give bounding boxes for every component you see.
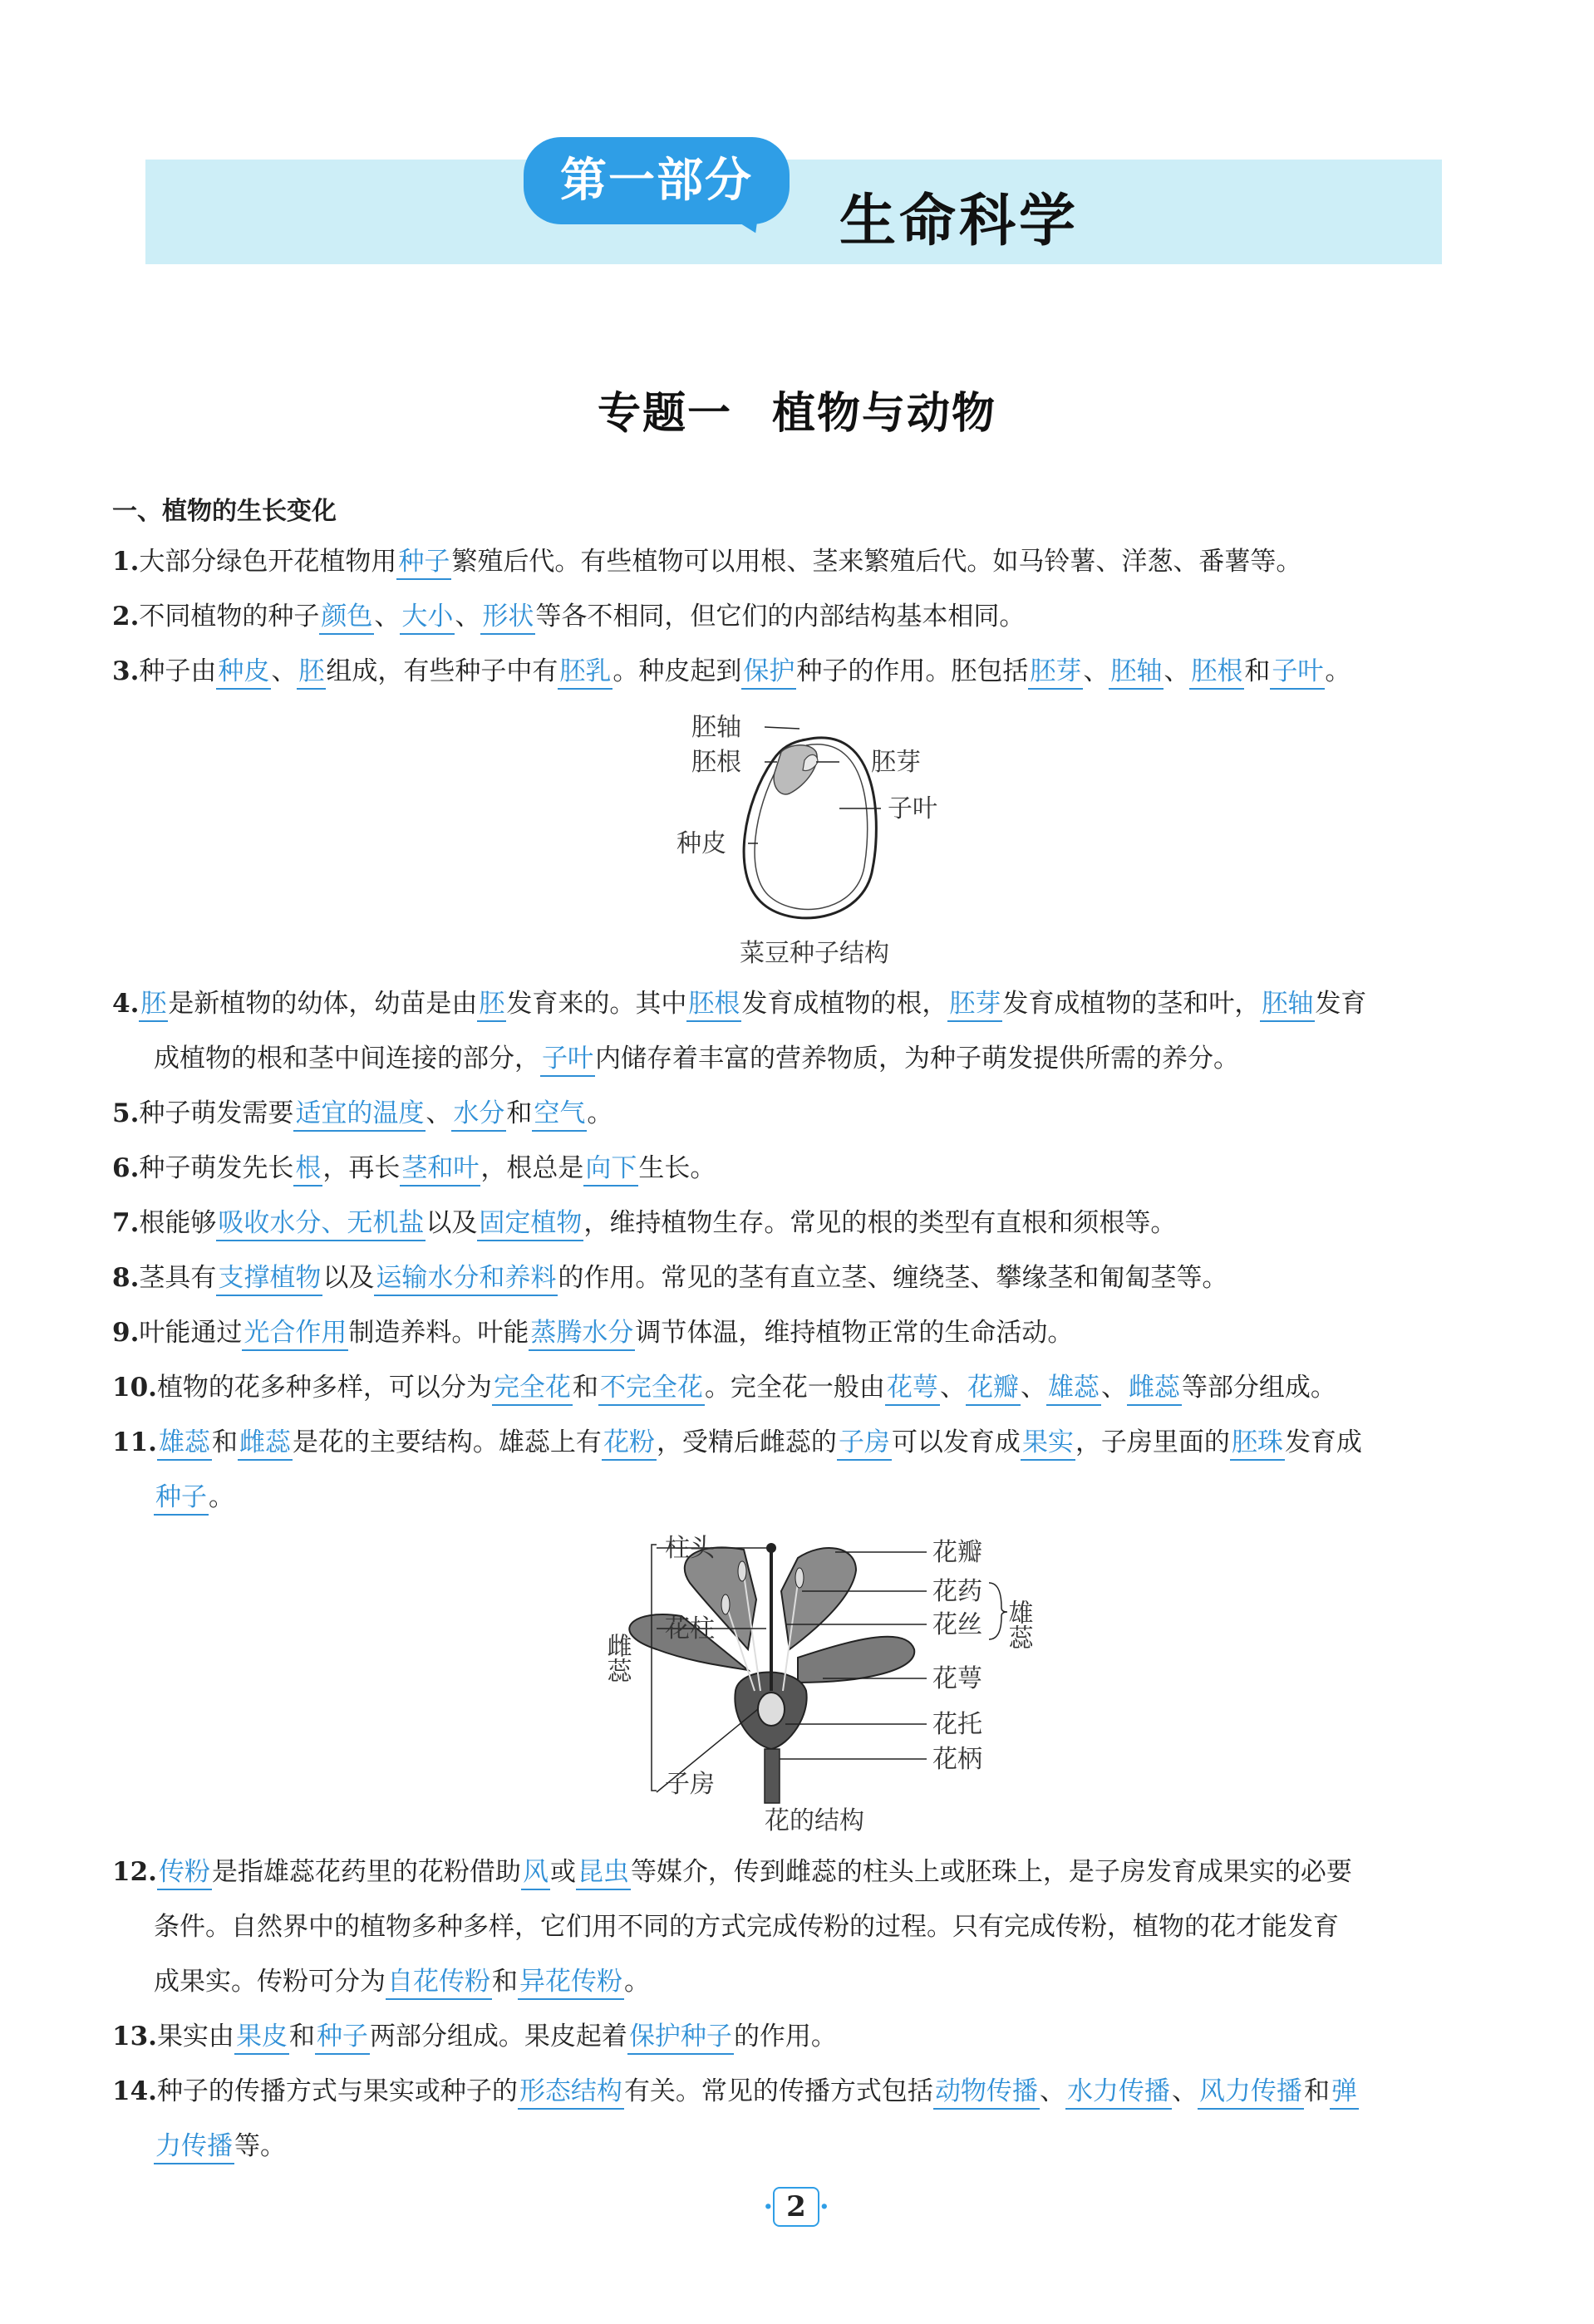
answer-fill: 胚根 bbox=[1189, 655, 1244, 690]
text-run: 等部分组成。 bbox=[1181, 1373, 1336, 1403]
answer-fill: 蒸腾水分 bbox=[529, 1316, 635, 1351]
answer-fill: 胚 bbox=[139, 987, 168, 1022]
text-run: 。种皮起到 bbox=[613, 656, 742, 686]
text-run: 、 bbox=[455, 602, 481, 631]
answer-fill: 支撑植物 bbox=[216, 1261, 322, 1296]
item-3: 3.种子由种皮、胚组成，有些种子中有胚乳。种皮起到保护种子的作用。胚包括胚芽、胚轴、胚根和子叶。 bbox=[112, 644, 1483, 699]
answer-fill: 风 bbox=[521, 1855, 550, 1890]
item-7: 7.根能够吸收水分、无机盐以及固定植物，维持植物生存。常见的根的类型有直根和须根等。 bbox=[112, 1196, 1483, 1250]
answer-fill: 胚乳 bbox=[558, 655, 613, 690]
text-run: 或 bbox=[549, 1857, 576, 1887]
answer-fill: 雄蕊 bbox=[1046, 1371, 1101, 1406]
text-run: 和 bbox=[506, 1098, 533, 1128]
answer-fill: 胚芽 bbox=[947, 987, 1002, 1022]
answer-fill: 花粉 bbox=[602, 1426, 657, 1461]
item-12: 12.传粉是指雄蕊花药里的花粉借助风或昆虫等媒介，传到雌蕊的柱头上或胚珠上，是子房发育成果实的必要 bbox=[112, 1845, 1483, 1899]
answer-fill: 果实 bbox=[1021, 1426, 1075, 1461]
page-number-value: 2 bbox=[773, 2187, 819, 2227]
seed-label-root: 胚根 bbox=[691, 748, 741, 777]
answer-fill: 颜色 bbox=[319, 600, 374, 635]
text-run: 组成，有些种子中有 bbox=[326, 656, 558, 686]
text-run: 大部分绿色开花植物用 bbox=[139, 547, 397, 577]
answer-fill: 花萼 bbox=[885, 1371, 940, 1406]
text-run: 成植物的根和茎中间连接的部分， bbox=[154, 1044, 540, 1074]
part-title: 生命科学 bbox=[839, 189, 1080, 254]
flower-petal-lower-right bbox=[798, 1637, 914, 1683]
text-run: 、 bbox=[426, 1098, 452, 1128]
answer-fill: 胚珠 bbox=[1230, 1426, 1285, 1461]
flower-ovule bbox=[758, 1693, 785, 1726]
flower-label-style: 花柱 bbox=[665, 1614, 715, 1644]
item-4-continued bbox=[154, 1031, 1239, 1086]
text-run: 。 bbox=[1325, 656, 1351, 686]
text-run: 两部分组成。果皮起着 bbox=[369, 2022, 627, 2051]
text-run: 、 bbox=[1164, 656, 1190, 686]
answer-fill: 不完全花 bbox=[598, 1371, 705, 1406]
text-run: 和 bbox=[288, 2022, 315, 2051]
answer-fill: 水力传播 bbox=[1065, 2075, 1172, 2110]
text-run: 、 bbox=[939, 1373, 966, 1403]
text-run: 不同植物的种子 bbox=[139, 602, 320, 631]
answer-fill: 子房 bbox=[837, 1426, 892, 1461]
answer-fill: 固定植物 bbox=[477, 1206, 583, 1241]
text-run: 有关。常见的传播方式包括 bbox=[623, 2076, 933, 2106]
answer-fill: 适宜的温度 bbox=[293, 1097, 426, 1132]
text-run: ，受精后雌蕊的 bbox=[656, 1427, 837, 1457]
item-14: 14.种子的传播方式与果实或种子的形态结构有关。常见的传播方式包括动物传播、水力传播、风力传播和弹 bbox=[112, 2064, 1483, 2119]
seed-label-cotyledon: 子叶 bbox=[888, 794, 937, 823]
answer-fill: 完全花 bbox=[492, 1371, 573, 1406]
answer-fill: 雄蕊 bbox=[157, 1426, 212, 1461]
item-4: 4.胚是新植物的幼体，幼苗是由胚发育来的。其中胚根发育成植物的根，胚芽发育成植物的茎和叶，胚轴发育 bbox=[112, 976, 1483, 1031]
answer-fill: 根 bbox=[293, 1152, 322, 1187]
text-run: 种子萌发需要 bbox=[139, 1098, 294, 1128]
answer-fill: 弹 bbox=[1330, 2075, 1359, 2110]
text-run: ，子房里面的 bbox=[1075, 1427, 1230, 1457]
answer-fill: 风力传播 bbox=[1198, 2075, 1304, 2110]
text-run: 是新植物的幼体，幼苗是由 bbox=[168, 989, 478, 1019]
text-run: 调节体温，维持植物正常的生命活动。 bbox=[635, 1318, 1074, 1348]
item-12-continued bbox=[154, 1899, 1339, 1954]
flower-pedicel bbox=[765, 1749, 780, 1803]
item-11: 11.雄蕊和雌蕊是花的主要结构。雄蕊上有花粉，受精后雌蕊的子房可以发育成果实，子房里面的胚珠发育成 bbox=[112, 1415, 1483, 1470]
text-run: 条件。自然界中的植物多种多样，它们用不同的方式完成传粉的过程。只有完成传粉，植物的花才能发育 bbox=[154, 1912, 1339, 1942]
text-run: 、 bbox=[1100, 1373, 1127, 1403]
answer-fill: 动物传播 bbox=[933, 2075, 1040, 2110]
answer-fill: 种子 bbox=[396, 545, 451, 580]
text-run: 制造养料。叶能 bbox=[348, 1318, 529, 1348]
flower-label-stigma: 柱头 bbox=[665, 1534, 715, 1563]
text-run: 茎具有 bbox=[139, 1263, 217, 1293]
item-2: 2.不同植物的种子颜色、大小、形状等各不相同，但它们的内部结构基本相同。 bbox=[112, 589, 1483, 644]
item-9: 9.叶能通过光合作用制造养料。叶能蒸腾水分调节体温，维持植物正常的生命活动。 bbox=[112, 1305, 1483, 1360]
answer-fill: 向下 bbox=[583, 1152, 638, 1187]
item-14-continued bbox=[154, 2119, 286, 2174]
answer-fill: 大小 bbox=[400, 600, 455, 635]
seed-label-bud: 胚芽 bbox=[871, 748, 921, 777]
item-8: 8.茎具有支撑植物以及运输水分和养料的作用。常见的茎有直立茎、缠绕茎、攀缘茎和匍匐茎等。 bbox=[112, 1250, 1483, 1305]
flower-label-anther: 花药 bbox=[932, 1577, 982, 1606]
answer-fill: 吸收水分、无机盐 bbox=[216, 1206, 426, 1241]
text-run: 、 bbox=[271, 656, 298, 686]
answer-fill: 形态结构 bbox=[518, 2075, 624, 2110]
answer-fill: 胚 bbox=[297, 655, 326, 690]
answer-fill: 胚根 bbox=[686, 987, 741, 1022]
answer-fill: 胚轴 bbox=[1260, 987, 1315, 1022]
item-6: 6.种子萌发先长根，再长茎和叶，根总是向下生长。 bbox=[112, 1141, 1483, 1196]
text-run: 和 bbox=[1244, 656, 1271, 686]
answer-fill: 运输水分和养料 bbox=[374, 1261, 558, 1296]
flower-label-ovary: 子房 bbox=[665, 1770, 715, 1799]
text-run: 发育成 bbox=[1284, 1427, 1362, 1457]
text-run: 发育成植物的茎和叶， bbox=[1002, 989, 1261, 1019]
answer-fill: 形状 bbox=[480, 600, 535, 635]
answer-fill: 子叶 bbox=[1270, 655, 1325, 690]
answer-fill: 昆虫 bbox=[576, 1855, 631, 1890]
flower-label-filament: 花丝 bbox=[932, 1610, 982, 1639]
text-run: 生长。 bbox=[638, 1153, 716, 1183]
text-run: ，根总是 bbox=[480, 1153, 584, 1183]
text-run: 、 bbox=[374, 602, 401, 631]
text-run: 繁殖后代。有些植物可以用根、茎来繁殖后代。如马铃薯、洋葱、番薯等。 bbox=[451, 547, 1302, 577]
answer-fill: 种皮 bbox=[216, 655, 271, 690]
answer-fill: 自花传粉 bbox=[386, 1965, 492, 2000]
text-run: 、 bbox=[1083, 656, 1109, 686]
text-run: 等。 bbox=[234, 2131, 286, 2161]
text-run: 是花的主要结构。雄蕊上有 bbox=[292, 1427, 602, 1457]
item-1: 1.大部分绿色开花植物用种子繁殖后代。有些植物可以用根、茎来繁殖后代。如马铃薯、洋葱、番薯等。 bbox=[112, 534, 1483, 589]
text-run: 。 bbox=[624, 1967, 650, 1997]
text-run: 种子的作用。胚包括 bbox=[796, 656, 1029, 686]
text-run: 发育 bbox=[1315, 989, 1367, 1019]
text-run: 。 bbox=[587, 1098, 613, 1128]
flower-diagram bbox=[549, 1525, 1097, 1807]
answer-fill: 水分 bbox=[451, 1097, 506, 1132]
item-13: 13.果实由果皮和种子两部分组成。果皮起着保护种子的作用。 bbox=[112, 2009, 1483, 2064]
seed-diagram bbox=[665, 702, 981, 943]
part-banner bbox=[145, 160, 1442, 264]
answer-fill: 光合作用 bbox=[242, 1316, 348, 1351]
answer-fill: 种子 bbox=[154, 1481, 209, 1516]
text-run: 和 bbox=[572, 1373, 598, 1403]
item-12-continued-2 bbox=[154, 1954, 650, 2009]
topic-title bbox=[0, 378, 1594, 440]
text-run: 、 bbox=[1039, 2076, 1065, 2106]
text-run: 、 bbox=[1171, 2076, 1198, 2106]
seed-label-coat: 种皮 bbox=[676, 829, 726, 858]
text-run: 发育成植物的根， bbox=[741, 989, 948, 1019]
flower-label-pistil: 雌蕊 bbox=[602, 1633, 632, 1683]
text-run: 和 bbox=[492, 1967, 518, 1997]
flower-label-petal: 花瓣 bbox=[932, 1538, 982, 1567]
text-run: 。完全花一般由 bbox=[704, 1373, 885, 1403]
text-run: 等媒介，传到雌蕊的柱头上或胚珠上，是子房发育成果实的必要 bbox=[630, 1857, 1352, 1887]
text-run: 。 bbox=[209, 1482, 234, 1512]
item-10: 10.植物的花多种多样，可以分为完全花和不完全花。完全花一般由花萼、花瓣、雄蕊、雌蕊等部分组成。 bbox=[112, 1360, 1483, 1415]
text-run: 以及 bbox=[322, 1263, 375, 1293]
answer-fill: 传粉 bbox=[157, 1855, 212, 1890]
text-run: 根能够 bbox=[139, 1208, 217, 1238]
item-5: 5.种子萌发需要适宜的温度、水分和空气。 bbox=[112, 1086, 1483, 1141]
topic-number: 专题一 bbox=[597, 388, 732, 439]
answer-fill: 胚芽 bbox=[1028, 655, 1083, 690]
flower-caption: 花的结构 bbox=[765, 1806, 864, 1835]
flower-label-stamen: 雄蕊 bbox=[1003, 1599, 1033, 1649]
text-run: 内储存着丰富的营养物质，为种子萌发提供所需的养分。 bbox=[595, 1044, 1239, 1074]
answer-fill: 花瓣 bbox=[966, 1371, 1021, 1406]
text-run: 可以发育成 bbox=[891, 1427, 1021, 1457]
answer-fill: 子叶 bbox=[540, 1042, 595, 1077]
text-run: 的作用。常见的茎有直立茎、缠绕茎、攀缘茎和匍匐茎等。 bbox=[558, 1263, 1228, 1293]
text-run: 发育来的。其中 bbox=[506, 989, 687, 1019]
text-run: 种子的传播方式与果实或种子的 bbox=[156, 2076, 518, 2106]
answer-fill: 果皮 bbox=[234, 2020, 289, 2055]
seed-label-axis: 胚轴 bbox=[691, 713, 741, 742]
answer-fill: 保护种子 bbox=[627, 2020, 734, 2055]
text-run: 果实由 bbox=[156, 2022, 234, 2051]
answer-fill: 空气 bbox=[532, 1097, 587, 1132]
page-number: · 2 · bbox=[755, 2187, 838, 2225]
text-run: 种子萌发先长 bbox=[139, 1153, 294, 1183]
text-run: 叶能通过 bbox=[139, 1318, 243, 1348]
part-badge: 第一部分 bbox=[524, 137, 790, 224]
text-run: 等各不相同，但它们的内部结构基本相同。 bbox=[535, 602, 1026, 631]
text-run: 和 bbox=[1303, 2076, 1330, 2106]
flower-petal-right bbox=[781, 1548, 856, 1649]
answer-fill: 异花传粉 bbox=[518, 1965, 624, 2000]
text-run: 和 bbox=[211, 1427, 238, 1457]
item-11-continued bbox=[154, 1470, 234, 1525]
text-run: 的作用。 bbox=[733, 2022, 837, 2051]
seed-caption: 菜豆种子结构 bbox=[740, 939, 889, 968]
text-run: 以及 bbox=[426, 1208, 478, 1238]
answer-fill: 雌蕊 bbox=[1127, 1371, 1182, 1406]
answer-fill: 茎和叶 bbox=[400, 1152, 480, 1187]
section-heading: 一、植物的生长变化 bbox=[112, 497, 337, 526]
answer-fill: 种子 bbox=[315, 2020, 370, 2055]
text-run: 成果实。传粉可分为 bbox=[154, 1967, 386, 1997]
text-run: ，再长 bbox=[322, 1153, 401, 1183]
flower-label-pedicel: 花柄 bbox=[932, 1745, 982, 1774]
flower-label-receptacle: 花托 bbox=[932, 1710, 982, 1739]
answer-fill: 胚 bbox=[477, 987, 506, 1022]
answer-fill: 雌蕊 bbox=[238, 1426, 293, 1461]
answer-fill: 保护 bbox=[741, 655, 796, 690]
text-run: ，维持植物生存。常见的根的类型有直根和须根等。 bbox=[583, 1208, 1177, 1238]
answer-fill: 胚轴 bbox=[1109, 655, 1164, 690]
topic-name: 植物与动物 bbox=[772, 388, 997, 439]
text-run: 植物的花多种多样，可以分为 bbox=[156, 1373, 492, 1403]
text-run: 是指雄蕊花药里的花粉借助 bbox=[211, 1857, 521, 1887]
text-run: 、 bbox=[1020, 1373, 1046, 1403]
flower-label-sepal: 花萼 bbox=[932, 1664, 982, 1693]
text-run: 种子由 bbox=[139, 656, 217, 686]
answer-fill: 力传播 bbox=[154, 2130, 234, 2164]
